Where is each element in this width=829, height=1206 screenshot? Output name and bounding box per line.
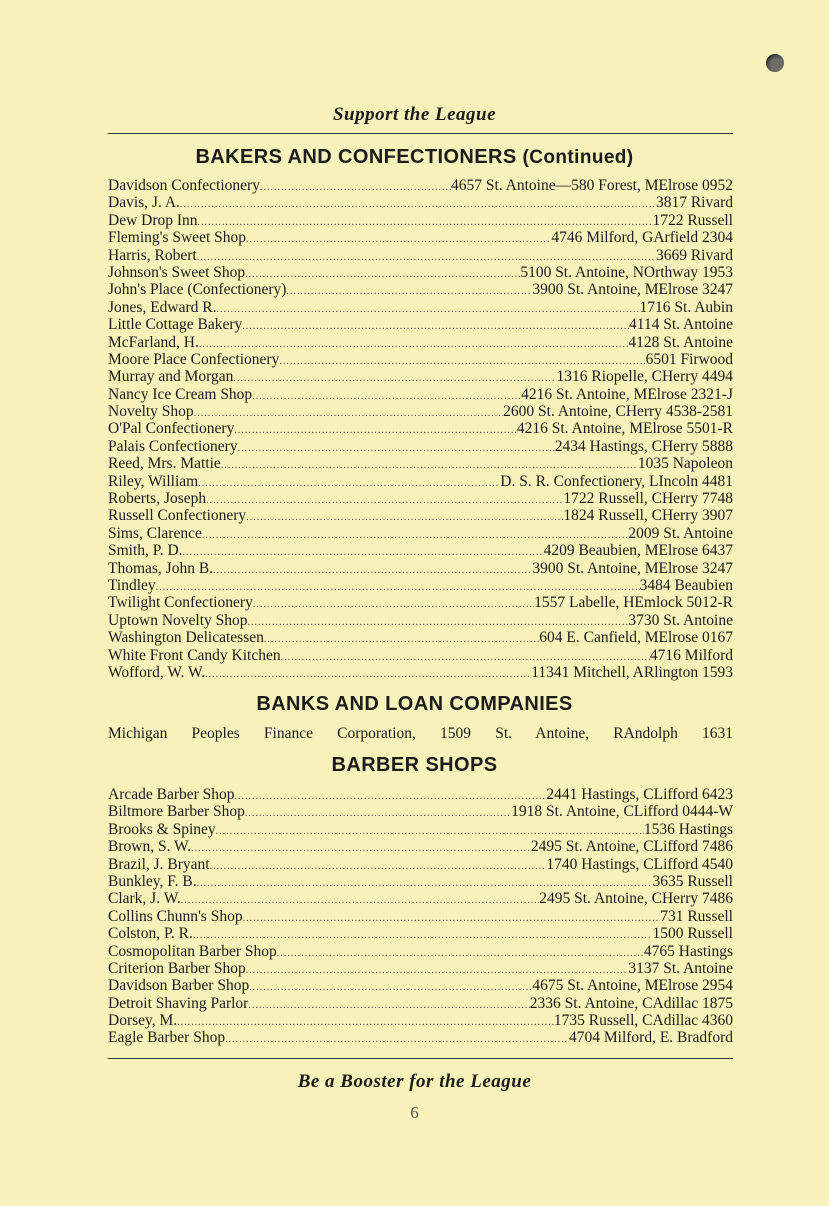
entry-address: 3730 St. Antoine — [628, 611, 733, 629]
entry-address: 2495 St. Antoine, CLifford 7486 — [530, 838, 733, 856]
list-item — [108, 247, 733, 264]
list-item — [108, 960, 733, 977]
list-item — [108, 856, 733, 873]
list-item — [108, 943, 733, 960]
list-item — [108, 299, 733, 316]
entry-address: 3635 Russell — [652, 872, 733, 890]
bakers-section-title — [0, 146, 829, 169]
dot-leader — [245, 805, 511, 820]
list-item — [108, 1012, 733, 1029]
list-item — [108, 925, 733, 942]
entry-name: Thomas, John B. — [108, 559, 214, 577]
dot-leader — [264, 631, 539, 646]
entry-name: John's Place (Confectionery) — [108, 281, 287, 299]
dot-leader — [206, 492, 563, 507]
dot-leader — [286, 283, 532, 298]
entry-name: Novelty Shop — [108, 403, 194, 421]
entry-name: Davidson Confectionery — [108, 177, 260, 194]
entry-name: Tindley — [108, 576, 156, 594]
entry-name: Reed, Mrs. Mattie — [108, 455, 221, 473]
bakers-continued-label: (Continued) — [522, 147, 634, 168]
entry-address: 4704 Milford, E. Bradford — [568, 1029, 733, 1047]
entry-name: Davis, J. A. — [108, 194, 180, 212]
dot-leader — [234, 422, 517, 437]
dot-leader — [197, 249, 656, 264]
list-item — [108, 507, 733, 524]
dot-leader — [233, 370, 556, 385]
list-item — [108, 229, 733, 246]
list-item — [108, 473, 733, 490]
barbers-section-title: BARBER SHOPS — [331, 754, 498, 776]
list-item — [108, 612, 733, 629]
dot-leader — [216, 823, 644, 838]
entry-name: Moore Place Confectionery — [108, 350, 280, 368]
list-item — [108, 629, 733, 646]
dot-leader — [217, 301, 640, 316]
entry-name: Brazil, J. Bryant — [108, 855, 210, 873]
entry-address: 1722 Russell, CHerry 7748 — [563, 490, 733, 508]
page-header: Support the League — [332, 104, 497, 125]
dot-leader — [198, 214, 653, 229]
list-item — [108, 647, 733, 664]
entry-address: 3669 Rivard — [655, 246, 733, 264]
entry-address: 1500 Russell — [652, 925, 733, 943]
entry-name: Harris, Robert — [108, 246, 197, 264]
dot-leader — [183, 544, 544, 559]
entry-name: Uptown Novelty Shop — [108, 611, 248, 629]
dot-leader — [180, 196, 656, 211]
dot-leader — [198, 475, 500, 490]
list-item — [108, 455, 733, 472]
entry-address: 604 E. Canfield, MElrose 0167 — [539, 629, 733, 647]
dot-leader — [213, 562, 532, 577]
dot-leader — [248, 997, 529, 1012]
entry-address: 1716 St. Aubin — [639, 298, 733, 316]
dot-leader — [177, 1014, 554, 1029]
entry-address: 4675 St. Antoine, MElrose 2954 — [532, 977, 733, 995]
bakers-title-text: BAKERS AND CONFECTIONERS — [195, 146, 517, 168]
list-item — [108, 281, 733, 298]
entry-address: 4657 St. Antoine—580 Forest, MElrose 0952 — [450, 177, 733, 194]
list-item — [108, 351, 733, 368]
entry-name: Nancy Ice Cream Shop — [108, 385, 253, 403]
list-item — [108, 420, 733, 437]
entry-address: 4216 St. Antoine, MElrose 2321-J — [521, 385, 733, 403]
list-item — [108, 803, 733, 820]
page-footer: Be a Booster for the League — [297, 1071, 532, 1092]
dot-leader — [277, 945, 644, 960]
page-number: 6 — [410, 1103, 419, 1122]
dot-leader — [199, 336, 629, 351]
entry-name: Palais Confectionery — [108, 437, 238, 455]
entry-address: 2434 Hastings, CHerry 5888 — [554, 437, 733, 455]
dot-leader — [225, 1031, 569, 1046]
entry-address: 3484 Beaubien — [639, 576, 733, 594]
entry-name: Criterion Barber Shop — [108, 959, 246, 977]
entry-name: Wofford, W. W. — [108, 663, 206, 681]
entry-name: Jones, Edward R. — [108, 298, 217, 316]
dot-leader — [194, 405, 503, 420]
dot-leader — [221, 457, 638, 472]
list-item — [108, 821, 733, 838]
entry-name: Arcade Barber Shop — [108, 786, 235, 803]
dot-leader — [246, 231, 551, 246]
dot-leader — [156, 579, 640, 594]
entry-name: Brooks & Spiney — [108, 820, 216, 838]
entry-name: Collins Chunn's Shop — [108, 907, 243, 925]
dot-leader — [260, 179, 451, 194]
entry-name: Fleming's Sweet Shop — [108, 229, 246, 247]
entry-name: Johnson's Sweet Shop — [108, 263, 246, 281]
list-item — [108, 403, 733, 420]
entry-address: 2336 St. Antoine, CAdillac 1875 — [529, 994, 733, 1012]
list-item — [108, 490, 733, 507]
entry-name: Murray and Morgan — [108, 368, 234, 386]
entry-address: 4716 Milford — [649, 646, 733, 664]
entry-name: O'Pal Confectionery — [108, 420, 235, 438]
dot-leader — [245, 266, 520, 281]
entry-address: 6501 Firwood — [645, 350, 733, 368]
entry-address: 4765 Hastings — [643, 942, 733, 960]
list-item — [108, 977, 733, 994]
list-item — [108, 438, 733, 455]
dot-leader — [248, 614, 629, 629]
dot-leader — [191, 840, 531, 855]
entry-address: 1735 Russell, CAdillac 4360 — [553, 1012, 733, 1030]
list-item — [108, 194, 733, 211]
entry-address: 5100 St. Antoine, NOrthway 1953 — [520, 263, 733, 281]
entry-address: 2600 St. Antoine, CHerry 4538-2581 — [503, 403, 733, 421]
entry-address: 4114 St. Antoine — [628, 316, 733, 334]
entry-address: 3137 St. Antoine — [628, 959, 733, 977]
list-item — [108, 316, 733, 333]
entry-address: 4209 Beaubien, MElrose 6437 — [543, 542, 733, 560]
dot-leader — [246, 962, 629, 977]
entry-address: 1740 Hastings, CLifford 4540 — [546, 855, 733, 873]
banks-section-title: BANKS AND LOAN COMPANIES — [256, 693, 573, 715]
list-item — [108, 212, 733, 229]
list-item — [108, 386, 733, 403]
banks-entry: Michigan Peoples Finance Corporation, 1509 St. Antoine, RAndolph 1631 — [108, 725, 733, 742]
list-item — [108, 525, 733, 542]
dot-leader — [253, 596, 534, 611]
entry-address: 2495 St. Antoine, CHerry 7486 — [539, 890, 733, 908]
dot-leader — [210, 858, 547, 873]
dot-leader — [279, 353, 645, 368]
list-item — [108, 368, 733, 385]
list-item — [108, 264, 733, 281]
bakers-list — [108, 177, 733, 681]
list-item — [108, 1029, 733, 1046]
list-item — [108, 908, 733, 925]
dot-leader — [249, 979, 532, 994]
entry-name: McFarland, H. — [108, 333, 199, 351]
entry-address: 4216 St. Antoine, MElrose 5501-R — [516, 420, 733, 438]
dot-leader — [202, 527, 629, 542]
entry-address: 1316 Riopelle, CHerry 4494 — [556, 368, 733, 386]
entry-name: Riley, William — [108, 472, 199, 490]
footer-rule — [108, 1058, 733, 1059]
entry-address: 1557 Labelle, HEmlock 5012-R — [534, 594, 733, 612]
entry-address: 731 Russell — [660, 907, 733, 925]
entry-address: 2441 Hastings, CLifford 6423 — [546, 786, 733, 803]
list-item — [108, 577, 733, 594]
entry-name: Dew Drop Inn — [108, 211, 198, 229]
list-item — [108, 560, 733, 577]
punch-hole — [766, 54, 784, 72]
header-rule — [108, 133, 733, 134]
dot-leader — [246, 509, 563, 524]
entry-name: Roberts, Joseph — [108, 490, 207, 508]
list-item — [108, 334, 733, 351]
dot-leader — [197, 875, 653, 890]
list-item — [108, 594, 733, 611]
list-item — [108, 542, 733, 559]
dot-leader — [242, 318, 629, 333]
entry-address: 1035 Napoleon — [637, 455, 733, 473]
entry-name: Cosmopolitan Barber Shop — [108, 942, 277, 960]
list-item — [108, 873, 733, 890]
entry-name: Detroit Shaving Parlor — [108, 994, 249, 1012]
entry-address: 1918 St. Antoine, CLifford 0444-W — [511, 803, 733, 821]
entry-name: Colston, P. R. — [108, 925, 193, 943]
entry-name: White Front Candy Kitchen — [108, 646, 281, 664]
entry-name: Bunkley, F. B. — [108, 872, 197, 890]
entry-address: 1722 Russell — [652, 211, 733, 229]
dot-leader — [281, 649, 650, 664]
dot-leader — [252, 388, 521, 403]
list-item — [108, 995, 733, 1012]
list-item — [108, 664, 733, 681]
entry-name: Dorsey, M. — [108, 1012, 178, 1030]
entry-address: 4746 Milford, GArfield 2304 — [551, 229, 733, 247]
dot-leader — [205, 666, 531, 681]
entry-name: Washington Delicatessen — [108, 629, 264, 647]
entry-address: 11341 Mitchell, ARlington 1593 — [531, 663, 733, 681]
list-item — [108, 838, 733, 855]
dot-leader — [181, 892, 539, 907]
dot-leader — [243, 910, 661, 925]
dot-leader — [238, 440, 555, 455]
list-item — [108, 890, 733, 907]
entry-name: Twilight Confectionery — [108, 594, 253, 612]
entry-address: 3900 St. Antoine, MElrose 3247 — [532, 281, 733, 299]
entry-name: Biltmore Barber Shop — [108, 803, 245, 821]
dot-leader — [235, 788, 547, 803]
entry-address: 4128 St. Antoine — [628, 333, 733, 351]
entry-address: 2009 St. Antoine — [628, 524, 733, 542]
list-item — [108, 177, 733, 194]
list-item — [108, 786, 733, 803]
entry-address: 1536 Hastings — [643, 820, 733, 838]
barbers-list — [108, 786, 733, 1047]
entry-address: 3900 St. Antoine, MElrose 3247 — [532, 559, 733, 577]
entry-address: D. S. R. Confectionery, LIncoln 4481 — [500, 472, 733, 490]
entry-name: Russell Confectionery — [108, 507, 247, 525]
entry-name: Eagle Barber Shop — [108, 1029, 226, 1047]
entry-address: 3817 Rivard — [655, 194, 733, 212]
entry-name: Brown, S. W. — [108, 838, 192, 856]
entry-name: Little Cottage Bakery — [108, 316, 243, 334]
entry-name: Davidson Barber Shop — [108, 977, 250, 995]
entry-name: Sims, Clarence — [108, 524, 202, 542]
entry-address: 1824 Russell, CHerry 3907 — [563, 507, 733, 525]
entry-name: Smith, P. D. — [108, 542, 183, 560]
dot-leader — [193, 927, 653, 942]
entry-name: Clark, J. W. — [108, 890, 181, 908]
